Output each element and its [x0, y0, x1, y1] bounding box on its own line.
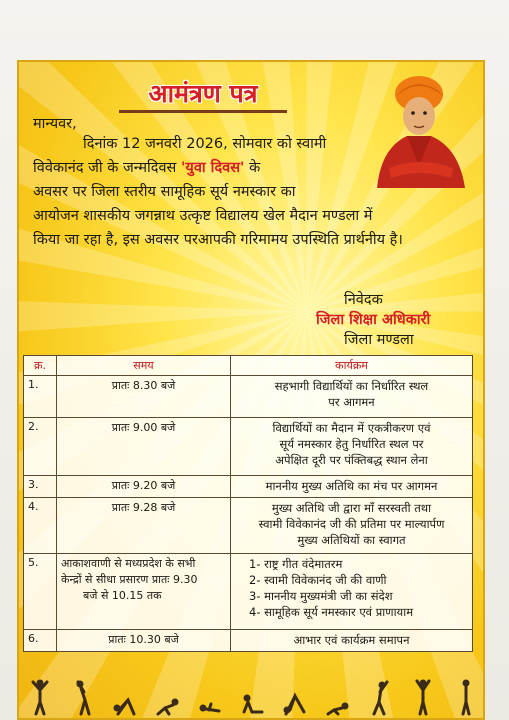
- yoga-pose-icon: [368, 678, 394, 716]
- yoga-pose-icon: [410, 678, 436, 716]
- program-line: स्वामी विवेकानंद जी की प्रतिमा पर माल्यार्पण: [258, 517, 445, 531]
- row-program: [231, 376, 473, 418]
- row-program: [231, 554, 473, 630]
- yoga-pose-icon: [325, 678, 351, 716]
- yoga-pose-icon: [155, 678, 181, 716]
- table-row: [24, 554, 473, 630]
- row-time: प्रातः 9.28 बजे: [57, 498, 231, 554]
- yoga-pose-icon: [112, 678, 138, 716]
- yoga-poses-strip: [19, 672, 485, 716]
- program-line: सूर्य नमस्कार हेतु निर्धारित स्थल पर: [279, 437, 424, 451]
- header-program: कार्यक्रम: [231, 356, 473, 376]
- table-row: [24, 376, 473, 418]
- row-serial: 2.: [24, 418, 57, 476]
- title-banner: [115, 76, 291, 110]
- yuva-diwas-highlight: 'युवा दिवस': [180, 160, 245, 176]
- program-line: मुख्य अतिथि जी द्वारा माँ सरस्वती तथा: [271, 501, 432, 515]
- row-serial: 5.: [24, 554, 57, 630]
- program-line: 3- माननीय मुख्यमंत्री जी का संदेश: [249, 589, 393, 603]
- body-line-4: आयोजन शासकीय जगन्नाथ उत्कृष्ट विद्यालय खेल मैदान मण्डला में: [33, 208, 373, 224]
- row-time: [57, 554, 231, 630]
- yoga-pose-icon: [453, 678, 479, 716]
- yoga-pose-icon: [282, 678, 308, 716]
- row-program: [231, 498, 473, 554]
- time-line: आकाशवाणी से मध्यप्रदेश के सभी: [61, 557, 196, 570]
- time-line: केन्द्रों से सीधा प्रसारण प्रातः 9.30: [61, 573, 198, 586]
- body-line-3: अवसर पर जिला स्तरीय सामूहिक सूर्य नमस्कार का: [33, 184, 296, 200]
- program-line: सहभागी विद्यार्थियों का निर्धारित स्थल: [274, 379, 429, 393]
- row-serial: 1.: [24, 376, 57, 418]
- row-serial: 4.: [24, 498, 57, 554]
- schedule-table: [23, 355, 473, 652]
- salutation: मान्यवर,: [33, 116, 77, 132]
- body-line-1: दिनांक 12 जनवरी 2026, सोमवार को स्वामी: [83, 136, 327, 152]
- signature-line-3: जिला मण्डला: [344, 332, 414, 348]
- body-line-5: किया जा रहा है, इस अवसर परआपकी गरिमामय उपस्थिति प्रार्थनीय है।: [33, 232, 403, 248]
- signature-line-1: निवेदक: [344, 292, 383, 308]
- invitation-card: [17, 60, 485, 720]
- invitation-title: आमंत्रण पत्र: [148, 79, 258, 108]
- row-program: [231, 418, 473, 476]
- row-program: [231, 476, 473, 498]
- yoga-pose-icon: [197, 678, 223, 716]
- invitation-body: [33, 134, 483, 254]
- yoga-pose-icon: [70, 678, 96, 716]
- program-line: 1- राष्ट्र गीत वंदेमातरम: [249, 557, 343, 571]
- program-line: 4- सामूहिक सूर्य नमस्कार एवं प्राणायाम: [249, 605, 414, 619]
- table-row: [24, 630, 473, 652]
- table-header-row: [24, 356, 473, 376]
- row-program: [231, 630, 473, 652]
- signature-line-2: जिला शिक्षा अधिकारी: [316, 312, 431, 328]
- header-time: समय: [57, 356, 231, 376]
- program-line: अपेक्षित दूरी पर पंक्तिबद्ध स्थान लेना: [275, 453, 428, 467]
- body-line-2: [33, 158, 483, 182]
- yoga-pose-icon: [240, 678, 266, 716]
- yoga-pose-icon: [27, 678, 53, 716]
- row-time: प्रातः 9.20 बजे: [57, 476, 231, 498]
- program-line: विद्यार्थियों का मैदान में एकत्रीकरण एवं: [272, 421, 431, 435]
- row-serial: 6.: [24, 630, 57, 652]
- table-row: [24, 476, 473, 498]
- table-row: [24, 498, 473, 554]
- program-line: मुख्य अतिथियों का स्वागत: [297, 533, 406, 547]
- program-line: आभार एवं कार्यक्रम समापन: [293, 633, 410, 647]
- row-time: प्रातः 9.00 बजे: [57, 418, 231, 476]
- program-line: 2- स्वामी विवेकानंद जी की वाणी: [249, 573, 387, 587]
- time-line: बजे से 10.15 तक: [83, 589, 162, 602]
- row-time: प्रातः 10.30 बजे: [57, 630, 231, 652]
- row-serial: 3.: [24, 476, 57, 498]
- title-underline: [119, 110, 287, 113]
- body-line-2b: के: [249, 160, 261, 176]
- body-line-2a: विवेकानंद जी के जन्मदिवस: [33, 160, 177, 176]
- program-line: माननीय मुख्य अतिथि का मंच पर आगमन: [265, 479, 438, 493]
- table-row: [24, 418, 473, 476]
- row-time: प्रातः 8.30 बजे: [57, 376, 231, 418]
- program-line: पर आगमन: [328, 395, 375, 409]
- signature-block: [304, 290, 474, 350]
- header-serial: क्र.: [24, 356, 57, 376]
